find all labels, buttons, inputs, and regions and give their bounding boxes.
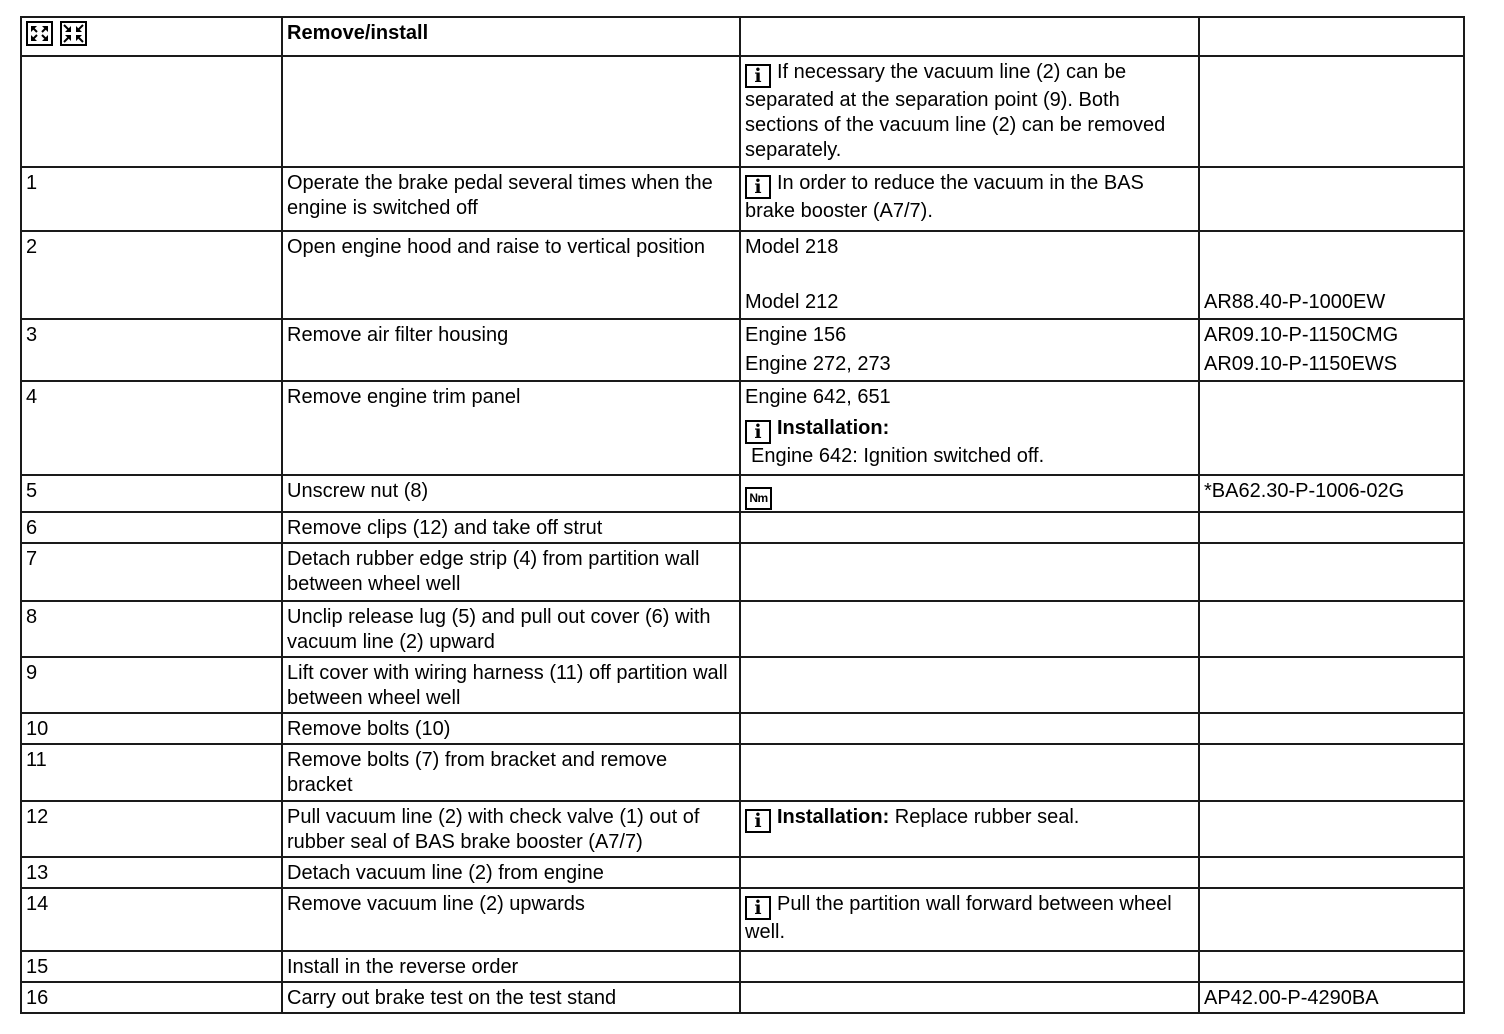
condition-model-212: Model 212 — [745, 291, 839, 313]
condition-cell — [740, 381, 1199, 475]
step-text: Detach rubber edge strip (4) from partition wall between wheel well — [282, 543, 740, 601]
table-row — [21, 231, 1464, 319]
table-row — [21, 857, 1464, 888]
condition-cell — [740, 231, 1199, 319]
reference-link[interactable]: AR09.10-P-1150CMG — [1204, 324, 1399, 346]
note-text: Replace rubber seal. — [894, 806, 1080, 828]
note-text: Pull the partition wall forward between wheel well. — [745, 893, 1172, 943]
reference-link[interactable]: AP42.00-P-4290BA — [1204, 987, 1379, 1009]
step-text: Operate the brake pedal several times when the engine is switched off — [282, 167, 740, 231]
step-text: Carry out brake test on the test stand — [282, 982, 740, 1013]
header-empty-cell — [1199, 17, 1464, 56]
info-icon: i — [745, 64, 771, 88]
table-row — [21, 888, 1464, 951]
step-text: Open engine hood and raise to vertical position — [282, 231, 740, 319]
table-row — [21, 657, 1464, 713]
torque-icon[interactable]: Nm — [745, 487, 772, 510]
info-icon: i — [745, 175, 771, 199]
table-row — [21, 543, 1464, 601]
header-icons-cell — [21, 17, 282, 56]
step-number: 3 — [21, 319, 282, 381]
header-empty-cell — [740, 17, 1199, 56]
note-text: Engine 642: Ignition switched off. — [751, 445, 1045, 467]
header-title: Remove/install — [282, 17, 740, 56]
condition-engine-156: Engine 156 — [745, 324, 847, 346]
table-row — [21, 951, 1464, 982]
reference-cell — [1199, 319, 1464, 381]
step-text: Unclip release lug (5) and pull out cover (6) with vacuum line (2) upward — [282, 601, 740, 657]
step-number: 16 — [21, 982, 282, 1013]
step-text: Remove engine trim panel — [282, 381, 740, 475]
reference-link[interactable]: AR09.10-P-1150EWS — [1204, 353, 1398, 375]
step-text: Detach vacuum line (2) from engine — [282, 857, 740, 888]
info-icon: i — [745, 809, 771, 833]
step-text: Unscrew nut (8) — [282, 475, 740, 512]
table-row — [21, 167, 1464, 231]
step-number: 5 — [21, 475, 282, 512]
step-number: 12 — [21, 801, 282, 857]
installation-label: Installation: — [777, 417, 890, 439]
table-row — [21, 982, 1464, 1013]
collapse-all-icon[interactable] — [60, 21, 87, 46]
info-icon: i — [745, 420, 771, 444]
step-text: Remove bolts (7) from bracket and remove bracket — [282, 744, 740, 801]
table-row — [21, 512, 1464, 543]
condition-cell — [740, 319, 1199, 381]
table-row — [21, 319, 1464, 381]
table-row — [21, 601, 1464, 657]
step-text: Remove bolts (10) — [282, 713, 740, 744]
table-row — [21, 713, 1464, 744]
step-number: 10 — [21, 713, 282, 744]
step-number: 6 — [21, 512, 282, 543]
reference-cell — [1199, 231, 1464, 319]
note-cell — [740, 888, 1199, 951]
step-number: 14 — [21, 888, 282, 951]
note-cell — [740, 167, 1199, 231]
torque-cell — [740, 475, 1199, 512]
step-number: 13 — [21, 857, 282, 888]
table-header-row — [21, 17, 1464, 56]
step-text: Remove clips (12) and take off strut — [282, 512, 740, 543]
step-text: Lift cover with wiring harness (11) off partition wall between wheel well — [282, 657, 740, 713]
intro-note-cell — [740, 56, 1199, 167]
note-text: In order to reduce the vacuum in the BAS brake booster (A7/7). — [745, 172, 1144, 222]
info-icon: i — [745, 896, 771, 920]
note-cell — [740, 801, 1199, 857]
reference-link[interactable]: AR88.40-P-1000EW — [1204, 291, 1386, 313]
reference-link[interactable]: *BA62.30-P-1006-02G — [1204, 480, 1405, 502]
table-row — [21, 744, 1464, 801]
step-text: Install in the reverse order — [282, 951, 740, 982]
step-number: 11 — [21, 744, 282, 801]
step-text: Remove air filter housing — [282, 319, 740, 381]
condition-engine-272-273: Engine 272, 273 — [745, 353, 891, 375]
step-text: Remove vacuum line (2) upwards — [282, 888, 740, 951]
procedure-table — [20, 16, 1465, 1014]
step-number: 7 — [21, 543, 282, 601]
condition-model-218: Model 218 — [745, 236, 839, 258]
step-number: 9 — [21, 657, 282, 713]
step-number: 1 — [21, 167, 282, 231]
expand-all-icon[interactable] — [26, 21, 53, 46]
installation-label: Installation: — [777, 806, 890, 828]
step-number: 2 — [21, 231, 282, 319]
reference-cell — [1199, 475, 1464, 512]
step-number: 15 — [21, 951, 282, 982]
table-row — [21, 475, 1464, 512]
step-text: Pull vacuum line (2) with check valve (1) out of rubber seal of BAS brake booster (A7/7) — [282, 801, 740, 857]
condition-engine-642-651: Engine 642, 651 — [745, 386, 891, 408]
step-number: 8 — [21, 601, 282, 657]
reference-cell — [1199, 982, 1464, 1013]
intro-note-text: If necessary the vacuum line (2) can be separated at the separation point (9). Both sections of the vacuum line (2) can be removed separately. — [745, 61, 1166, 161]
table-row — [21, 801, 1464, 857]
intro-note-row — [21, 56, 1464, 167]
table-row — [21, 381, 1464, 475]
step-number: 4 — [21, 381, 282, 475]
